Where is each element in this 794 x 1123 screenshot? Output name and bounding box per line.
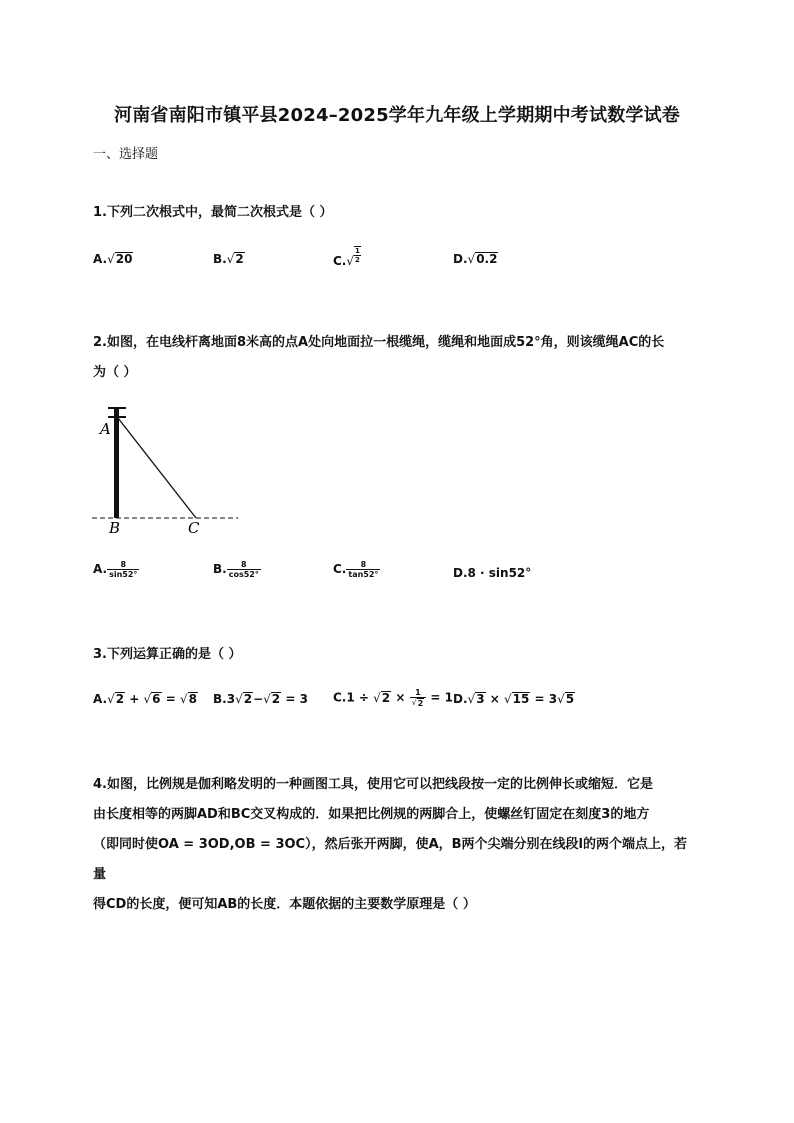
- operator: = 3: [530, 692, 558, 706]
- question-4-line-1: 4.如图，比例规是伽利略发明的一种画图工具，使用它可以把线段按一定的比例伸长或缩短．它是: [93, 777, 653, 792]
- pole-cable-figure: [90, 400, 250, 540]
- option-label: C.1 ÷: [333, 690, 374, 705]
- radicand: 2: [243, 692, 253, 706]
- option-b: B.3 √ 2 − √ 2 = 3: [213, 692, 308, 706]
- radicand: 8: [188, 692, 197, 706]
- option-a: [93, 560, 139, 579]
- option-c: C.1 ÷ √ 2 × 1 √ 2 = 1: [333, 688, 454, 708]
- option-label: D.: [453, 692, 468, 706]
- option-label: C.: [333, 562, 347, 576]
- option-d: [453, 252, 498, 266]
- radicand: 2: [381, 690, 391, 705]
- radicand: 2: [235, 252, 244, 266]
- operator: =: [161, 692, 180, 706]
- option-label: B.: [213, 252, 227, 266]
- option-label: C.: [333, 254, 347, 268]
- option-b: [213, 252, 245, 266]
- sqrt-expression: √ 0.2: [467, 252, 498, 266]
- fraction-numerator: 8: [120, 560, 127, 569]
- fraction-numerator: 1: [415, 688, 421, 697]
- option-c: [333, 246, 361, 268]
- operator: +: [125, 692, 144, 706]
- option-label: B.3: [213, 692, 236, 706]
- sqrt-expression: √ 2: [226, 252, 244, 266]
- fraction-denominator: 2: [355, 256, 360, 264]
- option-b: [213, 560, 261, 579]
- option-label: A.: [93, 692, 108, 706]
- question-1-text: 1.下列二次根式中，最简二次根式是（ ）: [93, 205, 333, 220]
- point-label-a: A: [100, 420, 111, 438]
- option-d: D. √ 3 × √ 15 = 3 √ 5: [453, 692, 575, 706]
- fraction-numerator: 8: [241, 560, 247, 569]
- question-4-line-2: 由长度相等的两脚AD和BC交叉构成的．如果把比例规的两脚合上，使螺丝钉固定在刻度3的地方: [93, 807, 650, 822]
- operator: = 3: [281, 692, 308, 706]
- radicand: 0.2: [476, 252, 498, 266]
- sqrt-expression: √ 20: [107, 252, 133, 266]
- question-2-line-2: 为（ ）: [93, 365, 137, 380]
- question-3-text: 3.下列运算正确的是（ ）: [93, 647, 242, 662]
- question-4-line-3: （即同时使OA = 3OD,OB = 3OC），然后张开两脚，使A，B两个尖端分别在线段l的两个端点上，若量: [93, 837, 688, 882]
- option-label: A.: [93, 562, 108, 576]
- radicand: 2: [115, 692, 125, 706]
- option-d: D.8 · sin52°: [453, 566, 532, 580]
- fraction-denominator: cos52°: [228, 570, 259, 579]
- radicand: 6: [152, 692, 161, 706]
- point-label-c: C: [188, 519, 200, 537]
- question-2-text: [93, 328, 703, 388]
- radicand: 5: [565, 692, 575, 706]
- operator: −: [253, 692, 264, 706]
- fraction-numerator: 1: [355, 247, 360, 255]
- option-label: A.: [93, 252, 108, 266]
- operator: ×: [391, 690, 410, 705]
- section-heading: 一、选择题: [93, 147, 159, 162]
- sqrt-expression: √ $\frac{1}{2}$: [346, 247, 360, 268]
- radicand: 3: [476, 692, 485, 706]
- point-label-b: B: [109, 519, 121, 537]
- cable-line-ac: [118, 418, 196, 518]
- radicand: 20: [115, 252, 133, 266]
- radicand: 2: [417, 699, 424, 708]
- option-c: [333, 560, 380, 579]
- option-a: [93, 252, 133, 266]
- operator: = 1: [426, 690, 454, 705]
- question-4-line-4: 得CD的长度，便可知AB的长度．本题依据的主要数学原理是（ ）: [93, 897, 476, 912]
- fraction-denominator: sin52°: [109, 570, 138, 579]
- question-2-line-1: 2.如图，在电线杆离地面8米高的点A处向地面拉一根缆绳，缆绳和地面成52°角，则该缆绳AC的长: [93, 335, 665, 350]
- electric-pole: [114, 408, 119, 518]
- operator: ×: [485, 692, 504, 706]
- option-label: D.: [453, 252, 468, 266]
- option-a: A. √ 2 + √ 6 = √ 8: [93, 692, 197, 706]
- question-4-text: [93, 770, 698, 920]
- radicand: 2: [271, 692, 281, 706]
- option-label: B.: [213, 562, 227, 576]
- fraction-numerator: 8: [360, 560, 367, 569]
- radicand: 15: [512, 692, 530, 706]
- page-title: 河南省南阳市镇平县2024–2025学年九年级上学期期中考试数学试卷: [114, 105, 680, 126]
- fraction-denominator: tan52°: [348, 570, 379, 579]
